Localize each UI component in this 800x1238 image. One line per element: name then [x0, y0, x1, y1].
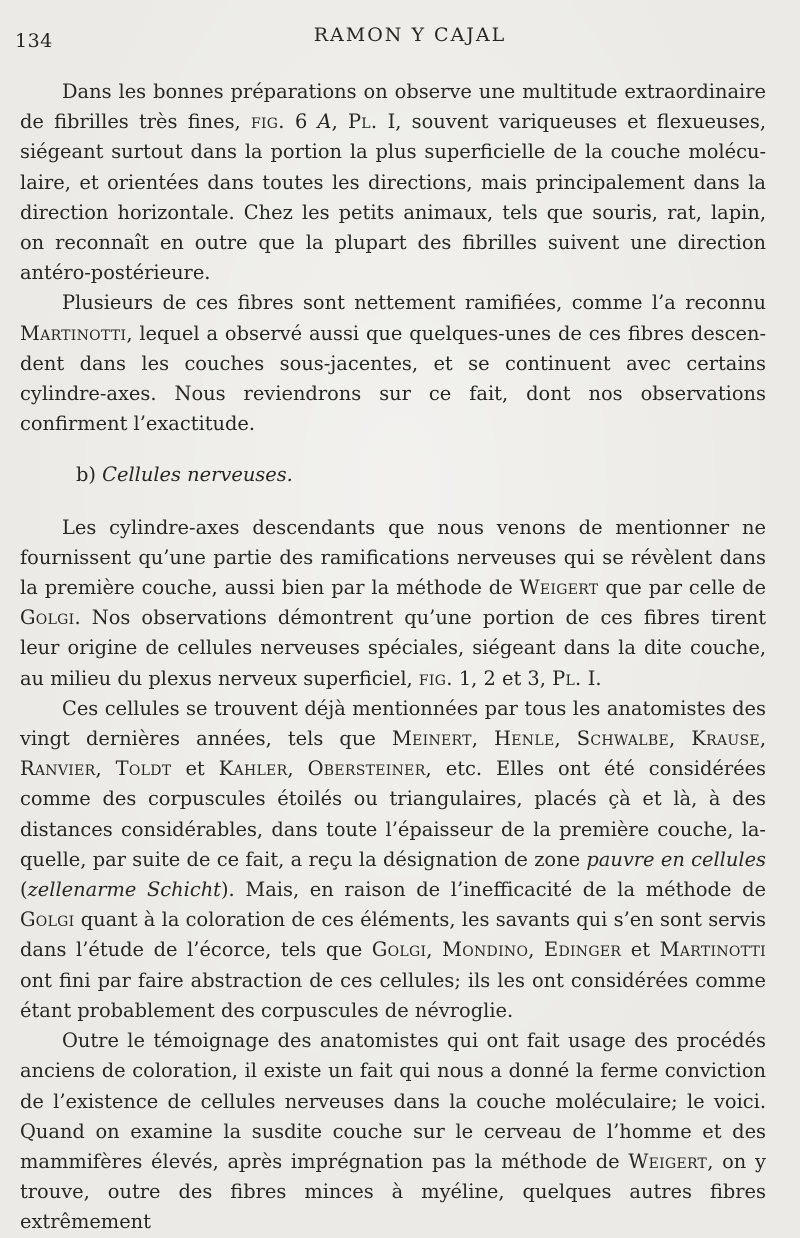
text-run: et — [621, 938, 660, 962]
text-run: , — [471, 727, 495, 751]
text-run: . Nos observations démontrent qu’une portion de ces fibres tirent leur origine de cellules nerveuses spéciales, siégeant dans la dite couche, au milieu du plexus nerveux superficiel, — [20, 606, 766, 690]
text-run: , on y trouve, outre des fibres minces à myéline, quelques autres fibres extrêmement — [20, 1149, 767, 1234]
text-run: quant à la coloration de ces éléments, les savants qui s’en sont servis dans l’étude de l’écorce, tels que — [20, 908, 766, 962]
figure-reference: fig. — [250, 110, 285, 134]
text-run: , — [554, 727, 577, 751]
paragraph-cylindre-axes — [20, 513, 766, 694]
text-run: que par celle de — [598, 576, 766, 600]
italic-term: pauvre en cellules — [586, 847, 766, 871]
author-name: Mondino — [442, 938, 529, 962]
author-name: Obersteiner — [307, 757, 426, 781]
author-name: Schwalbe — [576, 727, 670, 751]
author-name: Henle — [494, 727, 555, 751]
text-run: , lequel a observé aussi que quelques-unes de ces fibres descen-dent dans les couches sous-jacentes, et se continuent avec certains cylindre-axes. Nous reviendrons sur ce fait, dont nos observations confirment l’exactitude. — [20, 321, 766, 436]
text-run: , — [426, 938, 443, 962]
section-title: Cellules nerveuses. — [102, 463, 293, 487]
text-run: , — [759, 727, 767, 751]
author-name: Golgi — [371, 938, 427, 962]
paragraph-fibrilles — [20, 77, 766, 288]
author-name: Golgi — [20, 908, 75, 932]
text-run: I. — [581, 666, 602, 690]
author-name: Ranvier — [20, 757, 96, 781]
plate-reference: Pl. — [347, 110, 378, 134]
text-run: Ces cellules se trouvent déjà mentionnées par tous les anatomistes des vingt dernières années, tels que — [20, 696, 766, 751]
text-run: Les cylindre-axes descendants que nous venons de mentionner ne fournissent qu’une partie des ramifications nerveuses qui se révèlent dans la première couche, aussi bien par la méthode de — [20, 515, 766, 600]
text-run: Dans les bonnes préparations on observe une multitude extraordinaire de fibrilles très fines, — [20, 80, 766, 134]
page-header — [0, 22, 800, 52]
author-name: Golgi — [20, 606, 75, 630]
text-run: , etc. Elles ont été considérées comme des corpuscules étoilés ou triangulaires, placés çà et là, à des distances considérables, dans toute l’épaisseur de la première couche, la-quelle, par suite de ce fait, a reçu la désignation de zone — [20, 757, 766, 871]
author-name: Martinotti — [20, 321, 127, 345]
text-run: 6 — [284, 110, 318, 134]
author-name: Weigert — [519, 576, 599, 600]
text-run: ( — [20, 878, 28, 902]
text-run: ). Mais, en raison de l’inefficacité de la méthode de — [220, 878, 766, 902]
german-term: zellenarme Schicht — [27, 878, 221, 902]
author-name: Kahler — [218, 757, 288, 781]
figure-letter: A — [317, 110, 332, 134]
author-name: Toldt — [115, 757, 172, 781]
section-label: b) — [76, 463, 96, 487]
author-name: Weigert — [628, 1149, 708, 1173]
page-body — [20, 77, 766, 1238]
page-number: 134 — [15, 30, 53, 52]
author-name: Martinotti — [659, 938, 767, 962]
text-run: ont fini par faire abstraction de ces cellules; ils les ont considérées comme étant probablement des corpuscules de névroglie. — [20, 968, 766, 1022]
text-run: , — [287, 757, 308, 781]
text-run: , — [331, 110, 348, 134]
text-run: , — [669, 727, 692, 751]
author-name: Krause — [691, 727, 760, 751]
running-head: RAMON Y CAJAL — [313, 24, 507, 46]
paragraph-temoignage — [20, 1026, 766, 1237]
author-name: Meinert — [391, 727, 472, 751]
text-run: , — [95, 757, 116, 781]
figure-reference: fig. — [418, 666, 453, 690]
text-run: I, souvent variqueuses et flexueuses, siégeant surtout dans la portion la plus superficielle de la couche molécu-laire, et orientées dans toutes les directions, mais principalement dans la direction horizontale. Chez les petits animaux, tels que souris, rat, lapin, on reconnaît en outre que la plupart des fibrilles suivent une direction antéro-postérieure. — [20, 110, 766, 285]
section-heading — [20, 460, 766, 490]
text-run: 1, 2 et 3, — [452, 666, 553, 690]
text-run: , — [528, 938, 544, 962]
paragraph-ramifiees — [20, 288, 766, 439]
paragraph-cellules-mentionnees — [20, 694, 766, 1026]
text-run: Outre le témoignage des anatomistes qui ont fait usage des procédés anciens de coloration, il existe un fait qui nous a donné la ferme conviction de l’existence de cellules nerveuses dans la couche moléculaire; le voici. Quand on examine la susdite couche sur le cerveau de l’homme et des mammifères élevés, après imprégnation pas la méthode de — [20, 1029, 766, 1173]
text-run: Plusieurs de ces fibres sont nettement ramifiées, comme l’a reconnu — [62, 291, 766, 315]
text-run: et — [171, 757, 219, 781]
author-name: Edinger — [544, 938, 622, 962]
plate-reference: Pl. — [552, 666, 582, 690]
